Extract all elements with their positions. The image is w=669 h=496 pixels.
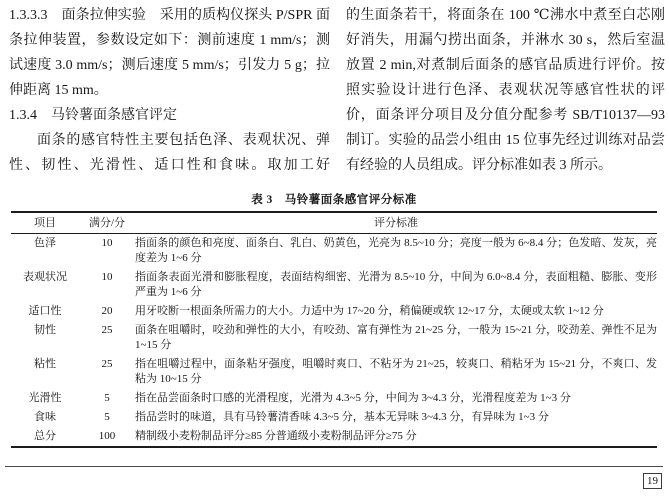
criteria-cell: 指品尝时的味道，具有马铃薯清香味 4.3~5 分，基本无异味 3~4.3 分，有异味为 1~3 分 — [135, 411, 549, 423]
table-row — [11, 321, 657, 355]
page-number: 19 — [643, 473, 662, 489]
table-row — [11, 302, 657, 321]
criteria-cell: 指面条的颜色和亮度、面条白、乳白、奶黄色，光亮为 8.5~10 分；亮度一般为 6~8.4 分；色发暗、发灰，亮度差为 1~6 分 — [135, 237, 657, 264]
table-row — [11, 268, 657, 302]
score-cell: 25 — [101, 358, 113, 370]
score-cell: 5 — [104, 411, 110, 423]
criteria-cell: 精制级小麦粉制品评分≥85 分普通级小麦粉制品评分≥75 分 — [135, 430, 417, 442]
item-cell: 色泽 — [34, 237, 56, 249]
item-cell: 光滑性 — [28, 392, 62, 404]
item-cell: 适口性 — [28, 305, 62, 317]
criteria-cell: 用牙咬断一根面条所需力的大小。力适中为 17~20 分，稍偏硬或软 12~17 分，太硬或太软 1~12 分 — [135, 305, 604, 317]
table-3-block — [11, 193, 657, 448]
item-cell: 食味 — [34, 411, 56, 423]
item-cell: 总分 — [34, 430, 56, 442]
section-1-3-3-3-paragraph: 1.3.3.3 面条拉伸实验 采用的质构仪探头 P/SPR 面条拉伸装置，参数设定如下：测前速度 1 mm/s；测试速度 3.0 mm/s；测后速度 5 mm/s；引发力 5 g；拉伸距离 15 mm。 — [9, 8, 330, 98]
section-1-3-4-paragraph-right: 的生面条若干，将面条在 100 ℃沸水中煮至白芯刚好消失，用漏勺捞出面条，并淋水 30 s，然后室温放置 2 min,对煮制后面条的感官品质进行评价。按照实验设计进行色泽、表观状况等感官性状的评价，面条评分项目及分值分配参考 SB/T10137—93 制订。实验的品尝小组由 15 位事先经过训练对品尝有经验的人员组成。评分标准如表 3 所示。 — [346, 8, 665, 173]
section-1-3-4-heading: 1.3.4 马铃薯面条感官评定 — [9, 108, 177, 123]
table-row — [11, 427, 657, 447]
table-row — [11, 389, 657, 408]
criteria-cell: 指面条表面光滑和膨胀程度，表面结构细密、光滑为 8.5~10 分，中间为 6.0~8.4 分，表面粗糙、膨胀、变形严重为 1~6 分 — [135, 271, 657, 298]
right-column — [346, 3, 665, 178]
body-text — [9, 3, 665, 178]
score-cell: 100 — [98, 430, 116, 442]
score-cell: 5 — [104, 392, 110, 404]
criteria-cell: 指在品尝面条时口感的光滑程度，光滑为 4.3~5 分，中间为 3~4.3 分，光滑程度差为 1~3 分 — [135, 392, 571, 404]
left-column — [9, 3, 330, 178]
criteria-cell: 面条在咀嚼时，咬劲和弹性的大小，有咬劲、富有弹性为 21~25 分，一般为 15~21 分，咬劲差、弹性不足为 1~15 分 — [135, 324, 657, 351]
score-cell: 10 — [101, 271, 113, 283]
item-cell: 粘性 — [34, 358, 56, 370]
score-cell: 25 — [101, 324, 113, 336]
header-full-score: 满分/分 — [79, 212, 135, 234]
item-cell: 韧性 — [34, 324, 56, 336]
table-row — [11, 234, 657, 269]
footer-rule — [5, 466, 663, 467]
section-1-3-4-paragraph-left: 面条的感官特性主要包括色泽、表观状况、弹性、韧性、光滑性、适口性和食味。取加工好 — [9, 133, 330, 173]
criteria-cell: 指在咀嚼过程中，面条粘牙强度，咀嚼时爽口、不粘牙为 21~25，较爽口、稍粘牙为 15~21 分，不爽口、发粘为 10~15 分 — [135, 358, 657, 385]
table-row — [11, 355, 657, 389]
score-cell: 10 — [101, 237, 113, 249]
table-caption: 表 3 马铃薯面条感官评分标准 — [251, 194, 417, 206]
table-header-row — [11, 212, 657, 234]
table-row — [11, 408, 657, 427]
header-criteria: 评分标准 — [135, 212, 657, 234]
sensory-score-table — [11, 211, 657, 448]
item-cell: 表观状况 — [23, 271, 67, 283]
score-cell: 20 — [101, 305, 113, 317]
header-item: 项目 — [11, 212, 79, 234]
